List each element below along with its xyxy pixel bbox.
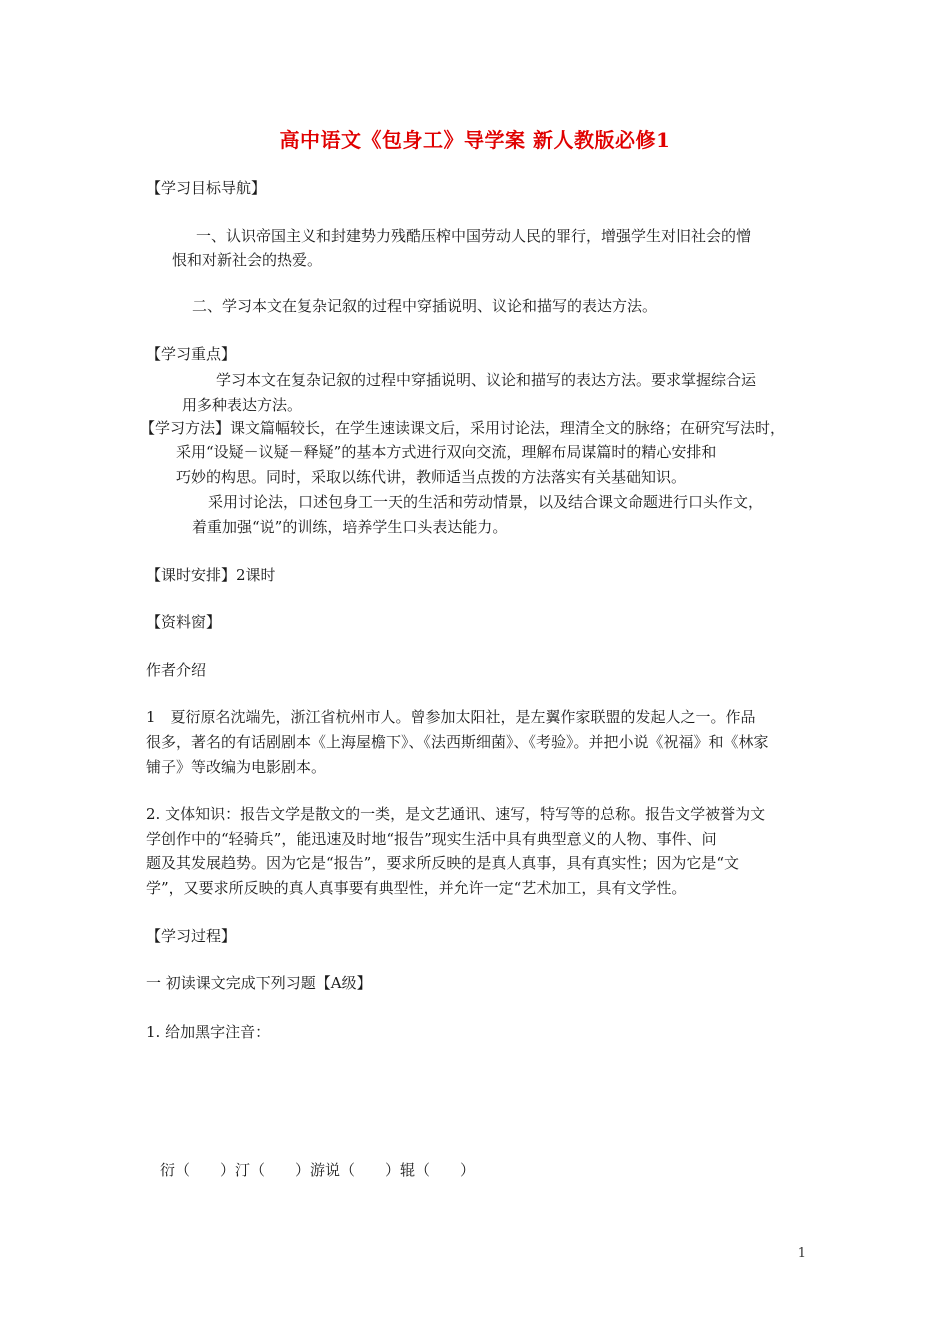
author-line1: 1 夏衍原名沈端先，浙江省杭州市人。曾参加太阳社，是左翼作家联盟的发起人之一。作品 xyxy=(146,708,756,726)
goal-1-line2: 恨和对新社会的热爱。 xyxy=(172,251,323,269)
method-line3: 巧妙的构思。同时，采取以练代讲，教师适当点拨的方法落实有关基础知识。 xyxy=(176,468,687,486)
schedule: 【课时安排】2课时 xyxy=(146,566,276,584)
genre-line3: 题及其发展趋势。因为它是“报告”，要求所反映的是真人真事，具有真实性；因为它是“文 xyxy=(146,854,740,872)
genre-line1: 2. 文体知识：报告文学是散文的一类，是文艺通讯、速写，特写等的总称。报告文学被誉为文 xyxy=(146,805,766,823)
genre-line2: 学创作中的“轻骑兵”，能迅速及时地“报告”现实生活中具有典型意义的人物、事件、问 xyxy=(146,830,717,848)
goal-2: 二、学习本文在复杂记叙的过程中穿插说明、议论和描写的表达方法。 xyxy=(192,297,658,315)
author-heading: 作者介绍 xyxy=(146,661,207,679)
author-line3: 铺子》等改编为电影剧本。 xyxy=(146,758,327,776)
focus-heading: 【学习重点】 xyxy=(146,345,237,363)
method-line4: 采用讨论法，口述包身工一天的生活和劳动情景，以及结合课文命题进行口头作文， xyxy=(208,493,764,511)
pinyin-exercise: 衍（ ）汀（ ）游说（ ）辊（ ） xyxy=(160,1161,476,1179)
goal-1-line1: 一、认识帝国主义和封建势力残酷压榨中国劳动人民的罪行，增强学生对旧社会的憎 xyxy=(196,227,752,245)
method-line5: 着重加强“说”的训练，培养学生口头表达能力。 xyxy=(192,518,508,536)
focus-line1: 学习本文在复杂记叙的过程中穿插说明、议论和描写的表达方法。要求掌握综合运 xyxy=(216,371,757,389)
genre-line4: 学”，又要求所反映的真人真事要有典型性，并允许一定“艺术加工，具有文学性。 xyxy=(146,879,687,897)
focus-line2: 用多种表达方法。 xyxy=(182,396,303,414)
page-number: 1 xyxy=(797,1246,806,1261)
author-line2: 很多，著名的有话剧剧本《上海屋檐下》、《法西斯细菌》、《考验》。并把小说《祝福》和《林家 xyxy=(146,733,769,751)
part-one-heading: 一 初读课文完成下列习题【A级】 xyxy=(146,974,372,992)
question-1: 1. 给加黑字注音： xyxy=(146,1023,271,1041)
method-line1: 【学习方法】课文篇幅较长，在学生速读课文后，采用讨论法，理清全文的脉络；在研究写法时， xyxy=(140,419,786,437)
method-line2: 采用“设疑－议疑－释疑”的基本方式进行双向交流，理解布局谋篇时的精心安排和 xyxy=(176,443,717,461)
resources-heading: 【资料窗】 xyxy=(146,613,222,631)
goals-heading: 【学习目标导航】 xyxy=(146,179,267,197)
document-title: 高中语文《包身工》导学案 新人教版必修1 xyxy=(279,128,671,152)
process-heading: 【学习过程】 xyxy=(146,927,237,945)
